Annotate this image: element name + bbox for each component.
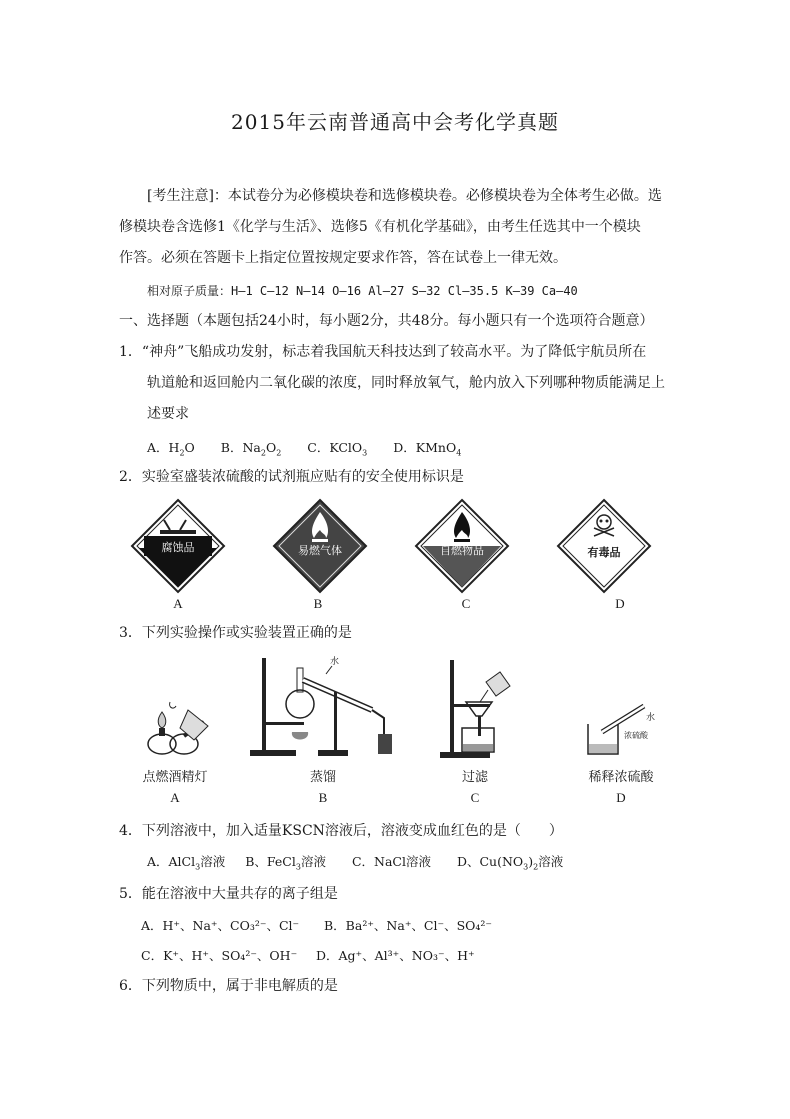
dilution-illustration [588, 706, 655, 754]
q4-option-c[interactable]: C．NaCl溶液 [351, 854, 431, 869]
q2-label-c: C [461, 596, 471, 611]
notice-line-1: [考生注意]：本试卷分为必修模块卷和选修模块卷。必修模块卷为全体考生必做。选 [147, 188, 662, 204]
distillation-illustration [250, 655, 392, 756]
sign-label-c: 自燃物品 [440, 544, 484, 557]
q1-options [147, 438, 461, 458]
q6-question: 6．下列物质中，属于非电解质的是 [119, 978, 338, 994]
q1-line-2: 轨道舱和返回舱内二氧化碳的浓度，同时释放氧气，舱内放入下列哪种物质能满足上 [147, 375, 665, 391]
q3-caption-d: 稀释浓硫酸 [588, 770, 654, 785]
q4-option-d[interactable]: D、$Cu(NO_3)_2$溶液 [456, 854, 564, 872]
q3-label-a: A [170, 790, 180, 805]
q3-label-c: C [470, 790, 480, 805]
q4-options [147, 852, 563, 872]
acid-label: 浓硫酸 [624, 731, 648, 740]
q3-label-d: D [616, 790, 626, 805]
q3-caption-c: 过滤 [461, 770, 488, 785]
alcohol-lamp-illustration [148, 702, 208, 754]
water-label: 水 [330, 657, 340, 667]
q5-option-a[interactable]: A．H⁺、Na⁺、CO₃²⁻、Cl⁻ [141, 918, 300, 933]
q2-label-d: D [615, 596, 625, 611]
sign-label-d: 有毒品 [587, 546, 621, 559]
page-title: 2015年云南普通高中会考化学真题 [231, 110, 559, 134]
atomic-mass: 相对原子质量：H—1 C—12 N—14 O—16 Al—27 S—32 Cl—35.5 K—39 Ca—40 [147, 284, 578, 298]
q1-line-1: 1．“神舟”飞船成功发射，标志着我国航天科技达到了较高水平。为了降低宇航员所在 [119, 344, 647, 360]
spontaneous-combustion-sign [416, 500, 508, 592]
q5-option-d[interactable]: D．Ag⁺、Al³⁺、NO₃⁻、H⁺ [316, 948, 475, 963]
q4-option-b[interactable]: B、FeCl$_3$溶液 [245, 854, 326, 872]
q1-option-b[interactable]: B．$Na_2O_2$ [220, 440, 282, 458]
q3-label-b: B [318, 790, 328, 805]
q2-label-b: B [313, 596, 323, 611]
q3-caption-a: 点燃酒精灯 [142, 770, 208, 785]
q1-option-a[interactable]: A．$H_2O$ [147, 440, 195, 458]
q3-question: 3．下列实验操作或实验装置正确的是 [119, 625, 352, 641]
q2-label-a: A [173, 596, 183, 611]
filtration-illustration [440, 660, 510, 758]
sign-label-a: 腐蚀品 [161, 541, 195, 554]
flammable-gas-sign [274, 500, 366, 592]
hazard-signs [130, 498, 690, 594]
sign-label-b: 易燃气体 [298, 544, 342, 557]
q5-question: 5．能在溶液中大量共存的离子组是 [119, 886, 338, 902]
q5-option-b[interactable]: B．Ba²⁺、Na⁺、Cl⁻、SO₄²⁻ [324, 918, 493, 933]
notice-line-2: 修模块卷含选修1《化学与生活》、选修5《有机化学基础》，由考生任选其中一个模块 [119, 219, 641, 235]
corrosive-sign [132, 500, 224, 592]
lab-apparatus [140, 652, 670, 764]
q2-question: 2．实验室盛装浓硫酸的试剂瓶应贴有的安全使用标识是 [119, 469, 464, 485]
notice-line-3: 作答。必须在答题卡上指定位置按规定要求作答，答在试卷上一律无效。 [119, 250, 567, 266]
q4-question: 4．下列溶液中，加入适量KSCN溶液后，溶液变成血红色的是（ ） [119, 823, 563, 839]
q3-caption-b: 蒸馏 [309, 770, 336, 785]
toxic-sign [558, 500, 650, 592]
q5-option-c[interactable]: C．K⁺、H⁺、SO₄²⁻、OH⁻ [141, 948, 298, 963]
q1-option-c[interactable]: C．KClO$_3$ [307, 440, 368, 458]
section-heading: 一、选择题（本题包括24小时，每小题2分，共48分。每小题只有一个选项符合题意） [119, 313, 654, 329]
q4-option-a[interactable]: A．AlCl$_3$溶液 [147, 854, 226, 872]
q1-line-3: 述要求 [147, 406, 189, 422]
q1-option-d[interactable]: D．KMnO$_4$ [393, 440, 462, 458]
water-label-d: 水 [646, 713, 656, 723]
